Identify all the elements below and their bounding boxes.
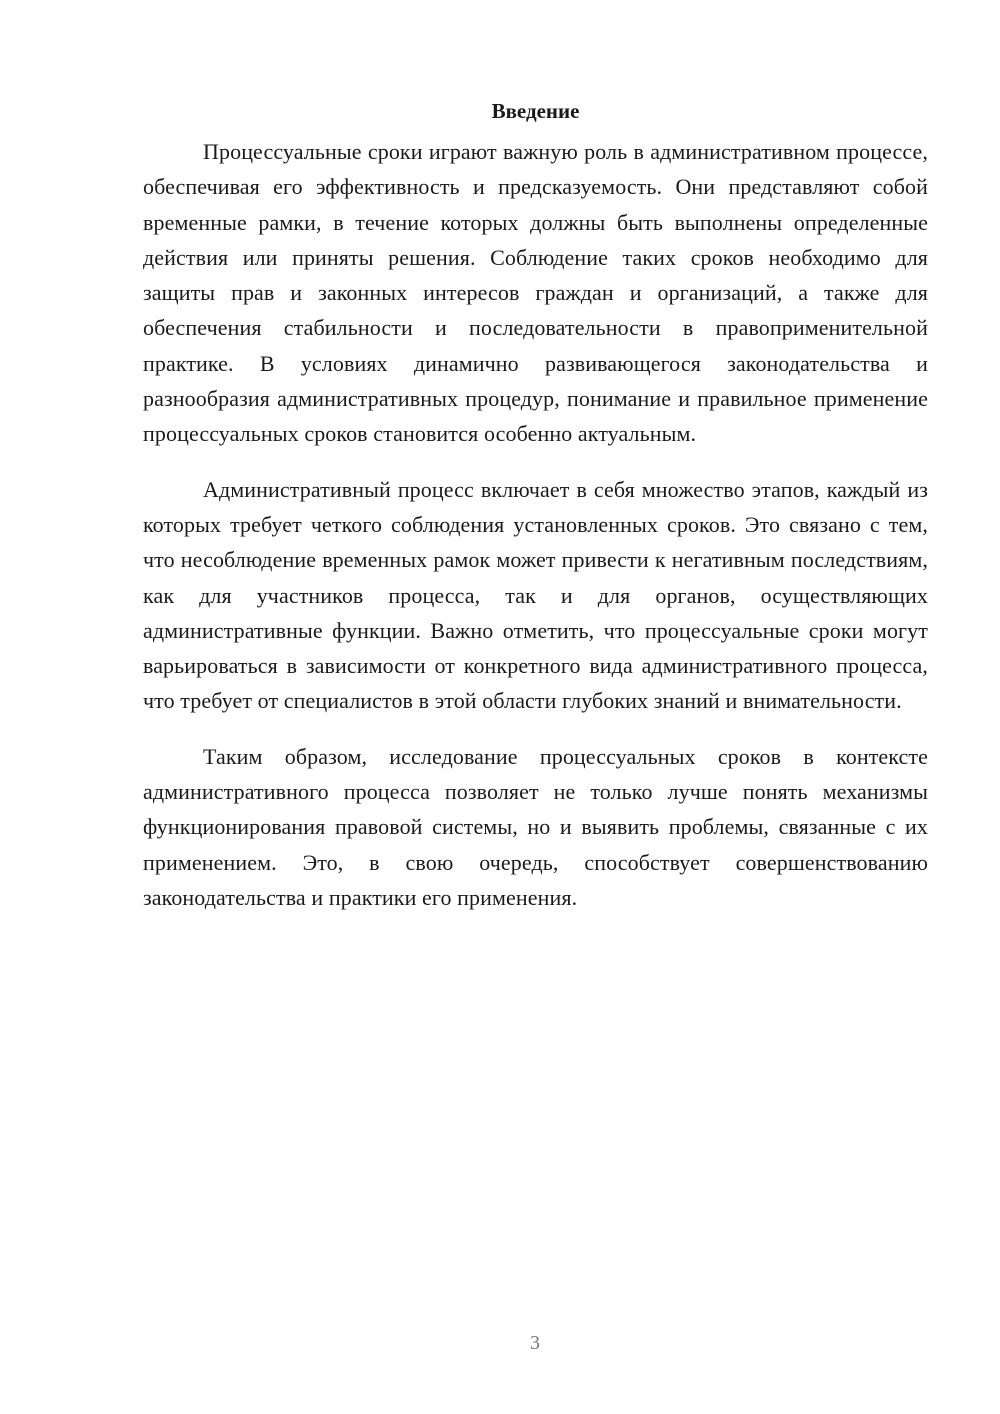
- paragraph-2: Административный процесс включает в себя множество этапов, каждый из которых требует четкого соблюдения установленных сроков. Это связано с тем, что несоблюдение временных рамок может привести к негативным последствиям, как для участников процесса, так и для органов, осуществляющих административные функции. Важно отметить, что процессуальные сроки могут варьироваться в зависимости от конкретного вида административного процесса, что требует от специалистов в этой области глубоких знаний и внимательности.: [143, 476, 928, 714]
- document-body: [143, 96, 928, 935]
- section-title: Введение: [491, 99, 580, 123]
- paragraph-1: Процессуальные сроки играют важную роль в административном процессе, обеспечивая его эффективность и предсказуемость. Они представляют собой временные рамки, в течение которых должны быть выполнены определенные действия или приняты решения. Соблюдение таких сроков необходимо для защиты прав и законных интересов граждан и организаций, а также для обеспечения стабильности и последовательности в правоприменительной практике. В условиях динамично развивающегося законодательства и разнообразия административных процедур, понимание и правильное применение процессуальных сроков становится особенно актуальным.: [143, 139, 928, 447]
- page-number: 3: [530, 1332, 540, 1354]
- paragraph-3: Таким образом, исследование процессуальных сроков в контексте административного процесса позволяет не только лучше понять механизмы функционирования правовой системы, но и выявить проблемы, связанные с их применением. Это, в свою очередь, способствует совершенствованию законодательства и практики его применения.: [143, 743, 928, 910]
